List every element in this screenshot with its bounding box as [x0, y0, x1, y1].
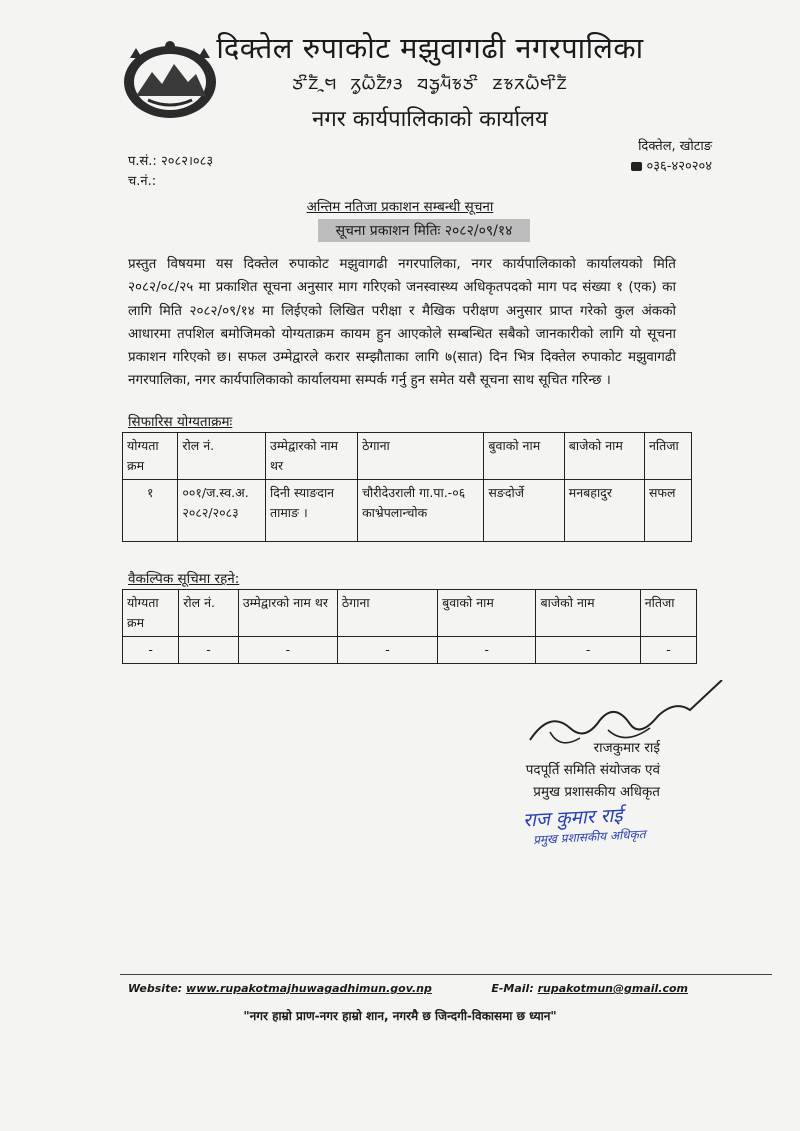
- municipality-slogan: "नगर हाम्रो प्राण-नगर हाम्रो शान, नगरमै छ जिन्दगी-विकासमा छ ध्यान": [243, 1009, 557, 1023]
- footer-divider: [120, 974, 772, 975]
- recommended-heading: सिफारिस योग्यताक्रमः: [128, 414, 233, 430]
- table-cell: मनबहादुर: [564, 480, 644, 542]
- table-cell: -: [179, 637, 239, 664]
- table-cell: -: [238, 637, 337, 664]
- col-header: रोल नं.: [178, 433, 266, 480]
- table-header-row: [123, 433, 692, 480]
- col-header: बुवाको नाम: [484, 433, 564, 480]
- office-place: दिक्तेल, खोटाङ: [638, 139, 712, 154]
- col-header: नतिजा: [640, 590, 696, 637]
- table-cell: -: [640, 637, 696, 664]
- table-cell: १: [123, 480, 178, 542]
- website-link[interactable]: www.rupakotmajhuwagadhimun.gov.np: [186, 982, 432, 995]
- dispatch-number: च.नं.:: [128, 174, 157, 189]
- signatory-block: [0, 737, 800, 803]
- table-row: [123, 637, 697, 664]
- reference-number: प.सं.: २०८२।०८३: [128, 154, 214, 169]
- col-header: नतिजा: [644, 433, 691, 480]
- office-subtitle: नगर कार्यपालिकाको कार्यालय: [312, 107, 548, 132]
- col-header: बाजेको नाम: [536, 590, 640, 637]
- email-block: [491, 982, 688, 995]
- contact-block: [631, 137, 712, 177]
- table-cell: -: [536, 637, 640, 664]
- col-header: उम्मेद्वारको नाम थर: [238, 590, 337, 637]
- col-header: ठेगाना: [337, 590, 437, 637]
- signatory-title: प्रमुख प्रशासकीय अधिकृत: [533, 784, 660, 800]
- table-header-row: [123, 590, 697, 637]
- recommended-table: [122, 432, 692, 542]
- notice-date: सूचना प्रकाशन मितिः २०८२/०९/१४: [318, 219, 530, 242]
- table-row: [123, 480, 692, 542]
- email-label: E-Mail:: [491, 982, 534, 995]
- table-cell: दिनी स्याङदान तामाङ ।: [265, 480, 357, 542]
- table-cell: -: [337, 637, 437, 664]
- website-block: [128, 982, 432, 995]
- office-title-limbu-script: ᤍᤡᤁᤠᤳᤗ ᤖᤢᤐᤠᤁᤥᤋ ᤔᤍᤢᤘᤠᤃᤍᤡ ᤏᤃᤖᤐᤠᤗᤡᤁᤠ: [292, 70, 568, 94]
- email-link[interactable]: rupakotmun@gmail.com: [537, 982, 688, 995]
- phone-number: ०३६-४२०२०४: [646, 159, 712, 174]
- col-header: रोल नं.: [179, 590, 239, 637]
- office-phone: [631, 157, 712, 177]
- table-cell: ००१/ज.स्व.अ. २०८२/२०८३: [178, 480, 266, 542]
- alternate-heading: वैकल्पिक सूचिमा रहने:: [128, 571, 240, 587]
- signatory-name: राजकुमार राई: [593, 740, 660, 756]
- office-title: दिक्तेल रुपाकोट मझुवागढी नगरपालिका: [216, 31, 644, 65]
- notice-title: अन्तिम नतिजा प्रकाशन सम्बन्धी सूचना: [306, 199, 494, 215]
- col-header: योग्यता क्रम: [123, 433, 178, 480]
- col-header: बुवाको नाम: [438, 590, 536, 637]
- table-cell: -: [438, 637, 536, 664]
- official-stamp-role: प्रमुख प्रशासकीय अधिकृत: [532, 827, 646, 847]
- col-header: बाजेको नाम: [564, 433, 644, 480]
- table-cell: सङदोर्जे: [484, 480, 564, 542]
- col-header: ठेगाना: [358, 433, 484, 480]
- website-label: Website:: [128, 982, 183, 995]
- phone-icon: [631, 162, 642, 171]
- table-cell: चौरीदेउराली गा.पा.-०६ काभ्रेपलान्चोक: [358, 480, 484, 542]
- official-stamp-name: राज कुमार राई: [522, 804, 624, 832]
- notice-body: प्रस्तुत विषयमा यस दिक्तेल रुपाकोट मझुवागढी नगरपालिका, नगर कार्यपालिकाको कार्यालयको मिति २०८२/०८/२५ मा प्रकाशित सूचना अनुसार माग गरिएको जनस्वास्थ्य अधिकृतपदको माग पद संख्या १ (एक) का लागि मिति २०८२/०९/१४ मा लिईएको लिखित परीक्षा र मैखिक परीक्षण अनुसार प्राप्त गरेको कुल अंकको आधारमा तपशिल बमोजिमको योग्यताक्रम कायम हुन आएकोले सम्बन्धित सबैको जानकारीको लागि यो सूचना प्रकाशन गरिएको छ। सफल उम्मेद्वारले करार सम्झौताका लागि ७(सात) दिन भित्र दिक्तेल रुपाकोट मझुवागढी नगरपालिका, नगर कार्यपालिकाको कार्यालयमा सम्पर्क गर्नु हुन समेत यसै सूचना साथ सूचित गरिन्छ ।: [128, 256, 676, 389]
- col-header: योग्यता क्रम: [123, 590, 179, 637]
- footer-contact: [128, 982, 688, 995]
- reference-block: [128, 152, 213, 192]
- alternate-table: [122, 589, 697, 664]
- col-header: उम्मेद्वारको नाम थर: [265, 433, 357, 480]
- table-cell: -: [123, 637, 179, 664]
- signatory-role: पदपूर्ति समिति संयोजक एवं: [525, 762, 660, 778]
- table-cell: सफल: [644, 480, 691, 542]
